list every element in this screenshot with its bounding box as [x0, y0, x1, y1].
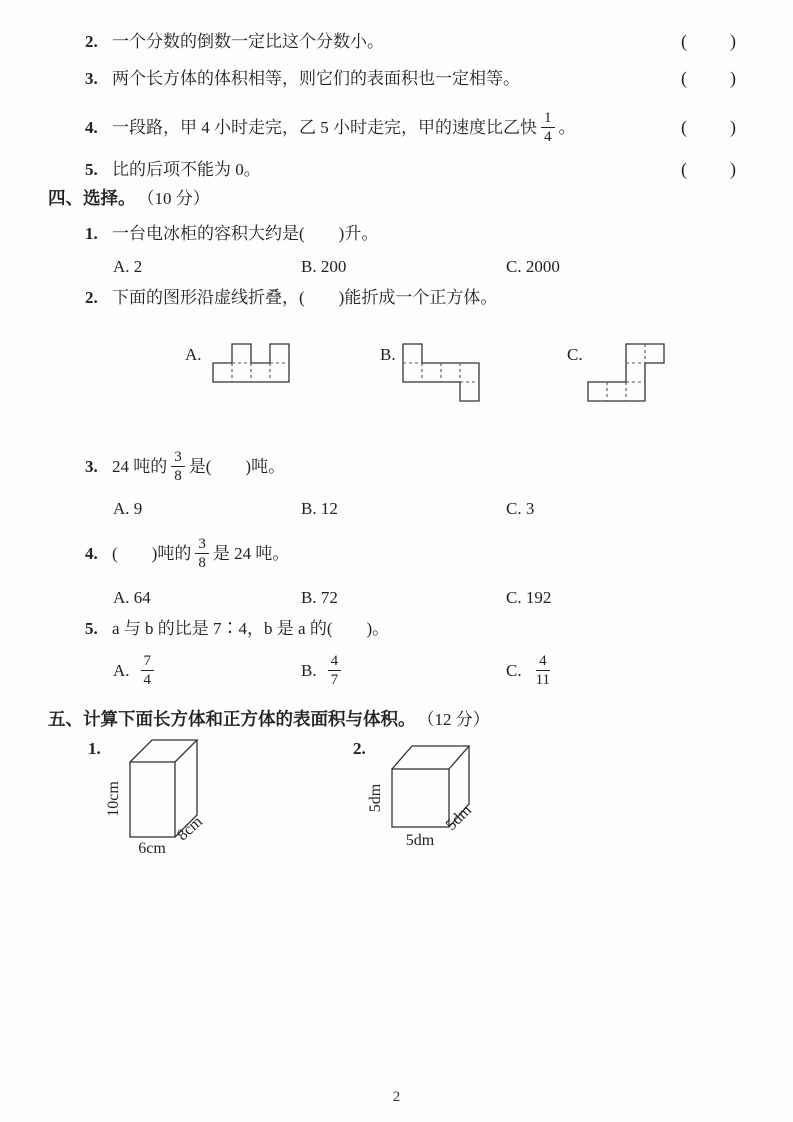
item-number: 5.: [85, 160, 98, 179]
net-c-diagram: [587, 343, 665, 402]
section5-header: [48, 708, 745, 731]
fraction-denominator: 4: [143, 671, 152, 688]
cube-depth-label: 5dm: [442, 801, 475, 834]
s4-question-2: [85, 286, 745, 309]
paren-open: (: [681, 159, 687, 179]
answer-parens: [681, 116, 736, 139]
item-text: 比的后项不能为 0。: [112, 160, 261, 179]
fraction: [195, 535, 209, 572]
cube-figure: [350, 735, 485, 865]
fraction: [141, 652, 155, 689]
section-title: 五、计算下面长方体和正方体的表面积与体积。: [48, 709, 416, 729]
option-a: A. 2: [113, 257, 143, 276]
fraction: [533, 652, 553, 689]
solid-figures: [48, 733, 745, 883]
option-letter: B.: [301, 660, 317, 680]
net-b-label: B.: [380, 345, 396, 364]
question-text-end: 是( )吨。: [188, 456, 286, 476]
option-a: A. 64: [113, 588, 151, 607]
option-a: A. 9: [113, 499, 143, 518]
net-a-diagram: [212, 343, 290, 383]
question-text: a 与 b 的比是 7∶4，b 是 a 的( )。: [112, 619, 390, 638]
fraction: [171, 448, 185, 485]
paren-close: ): [730, 159, 736, 179]
page-number: 2: [392, 1089, 401, 1105]
question-text: 下面的图形沿虚线折叠，( )能折成一个正方体。: [112, 288, 498, 307]
question-number: 1.: [85, 224, 98, 243]
net-a-label: A.: [185, 345, 202, 364]
section-title: 四、选择。: [48, 188, 136, 208]
section-score: （10 分）: [137, 189, 210, 208]
option-c: C. 3: [506, 499, 535, 518]
s4-question-4: [85, 530, 745, 576]
fraction-denominator: 11: [535, 671, 551, 688]
tf-item-5: [85, 158, 745, 181]
paren-close: ): [730, 31, 736, 51]
s4-q4-options: [113, 586, 745, 609]
option-b: [301, 652, 506, 689]
option-b: B. 72: [301, 588, 338, 607]
fraction-numerator: 7: [141, 652, 155, 671]
s4-q3-options: [113, 497, 745, 520]
item-number: 4.: [85, 117, 98, 137]
fraction-numerator: 4: [328, 652, 342, 671]
figure-1-number: 1.: [88, 739, 101, 758]
answer-parens: [681, 158, 736, 181]
fraction: [328, 652, 342, 689]
tf-item-2: [85, 30, 745, 53]
fraction-numerator: 3: [195, 535, 209, 554]
s4-q5-options: [113, 644, 745, 696]
fraction-denominator: 7: [330, 671, 339, 688]
s4-q1-options: [113, 255, 745, 278]
paren-open: (: [681, 31, 687, 51]
s4-question-5: [85, 617, 745, 640]
cube-net-figures: [48, 323, 745, 415]
section-score: （12 分）: [417, 710, 490, 729]
option-c: [506, 652, 745, 689]
fraction-denominator: 4: [544, 128, 552, 145]
fraction-numerator: 1: [541, 109, 555, 128]
option-b: B. 12: [301, 499, 338, 518]
option-b: B. 200: [301, 257, 347, 276]
item-number: 2.: [85, 32, 98, 51]
tf-item-3: [85, 67, 745, 90]
question-number: 5.: [85, 619, 98, 638]
option-c: C. 192: [506, 588, 552, 607]
cube-width-label: 5dm: [405, 832, 435, 849]
fraction-denominator: 8: [174, 467, 182, 484]
net-c-label: C.: [567, 345, 583, 364]
option-letter: A.: [113, 660, 130, 680]
option-a: [113, 652, 301, 689]
paren-close: ): [730, 68, 736, 88]
paren-close: ): [730, 116, 736, 137]
section4-header: [48, 187, 745, 210]
s4-question-3: [85, 443, 745, 489]
net-b-diagram: [402, 343, 480, 402]
question-number: 2.: [85, 288, 98, 307]
question-number: 4.: [85, 543, 98, 563]
answer-parens: [681, 30, 736, 53]
item-text: 两个长方体的体积相等，则它们的表面积也一定相等。: [112, 69, 520, 88]
tf-item-4: [85, 104, 745, 150]
item-text: 一个分数的倒数一定比这个分数小。: [112, 32, 384, 51]
cuboid-width-label: 6cm: [138, 840, 166, 857]
item-text-end: 。: [558, 117, 576, 137]
item-number: 3.: [85, 69, 98, 88]
fraction-numerator: 3: [171, 448, 185, 467]
fraction-numerator: 4: [536, 652, 550, 671]
cube-height-label: 5dm: [367, 783, 384, 813]
s4-question-1: [85, 222, 745, 245]
question-number: 3.: [85, 456, 98, 476]
question-text-end: 是 24 吨。: [212, 543, 290, 563]
cuboid-depth-label: 8cm: [174, 813, 206, 845]
item-text: 一段路，甲 4 小时走完，乙 5 小时走完，甲的速度比乙快: [112, 117, 537, 137]
answer-parens: [681, 67, 736, 90]
question-text: ( )吨的: [112, 543, 192, 563]
option-c: C. 2000: [506, 257, 560, 276]
paren-open: (: [681, 68, 687, 88]
paren-open: (: [681, 116, 687, 137]
question-text: 一台电冰柜的容积大约是( )升。: [112, 224, 379, 243]
cuboid-figure: [105, 735, 217, 865]
figure-2-number: 2.: [353, 739, 366, 758]
fraction: [541, 109, 555, 146]
cuboid-height-label: 10cm: [105, 781, 122, 817]
question-text: 24 吨的: [112, 456, 168, 476]
fraction-denominator: 8: [198, 554, 206, 571]
option-letter: C.: [506, 660, 522, 680]
